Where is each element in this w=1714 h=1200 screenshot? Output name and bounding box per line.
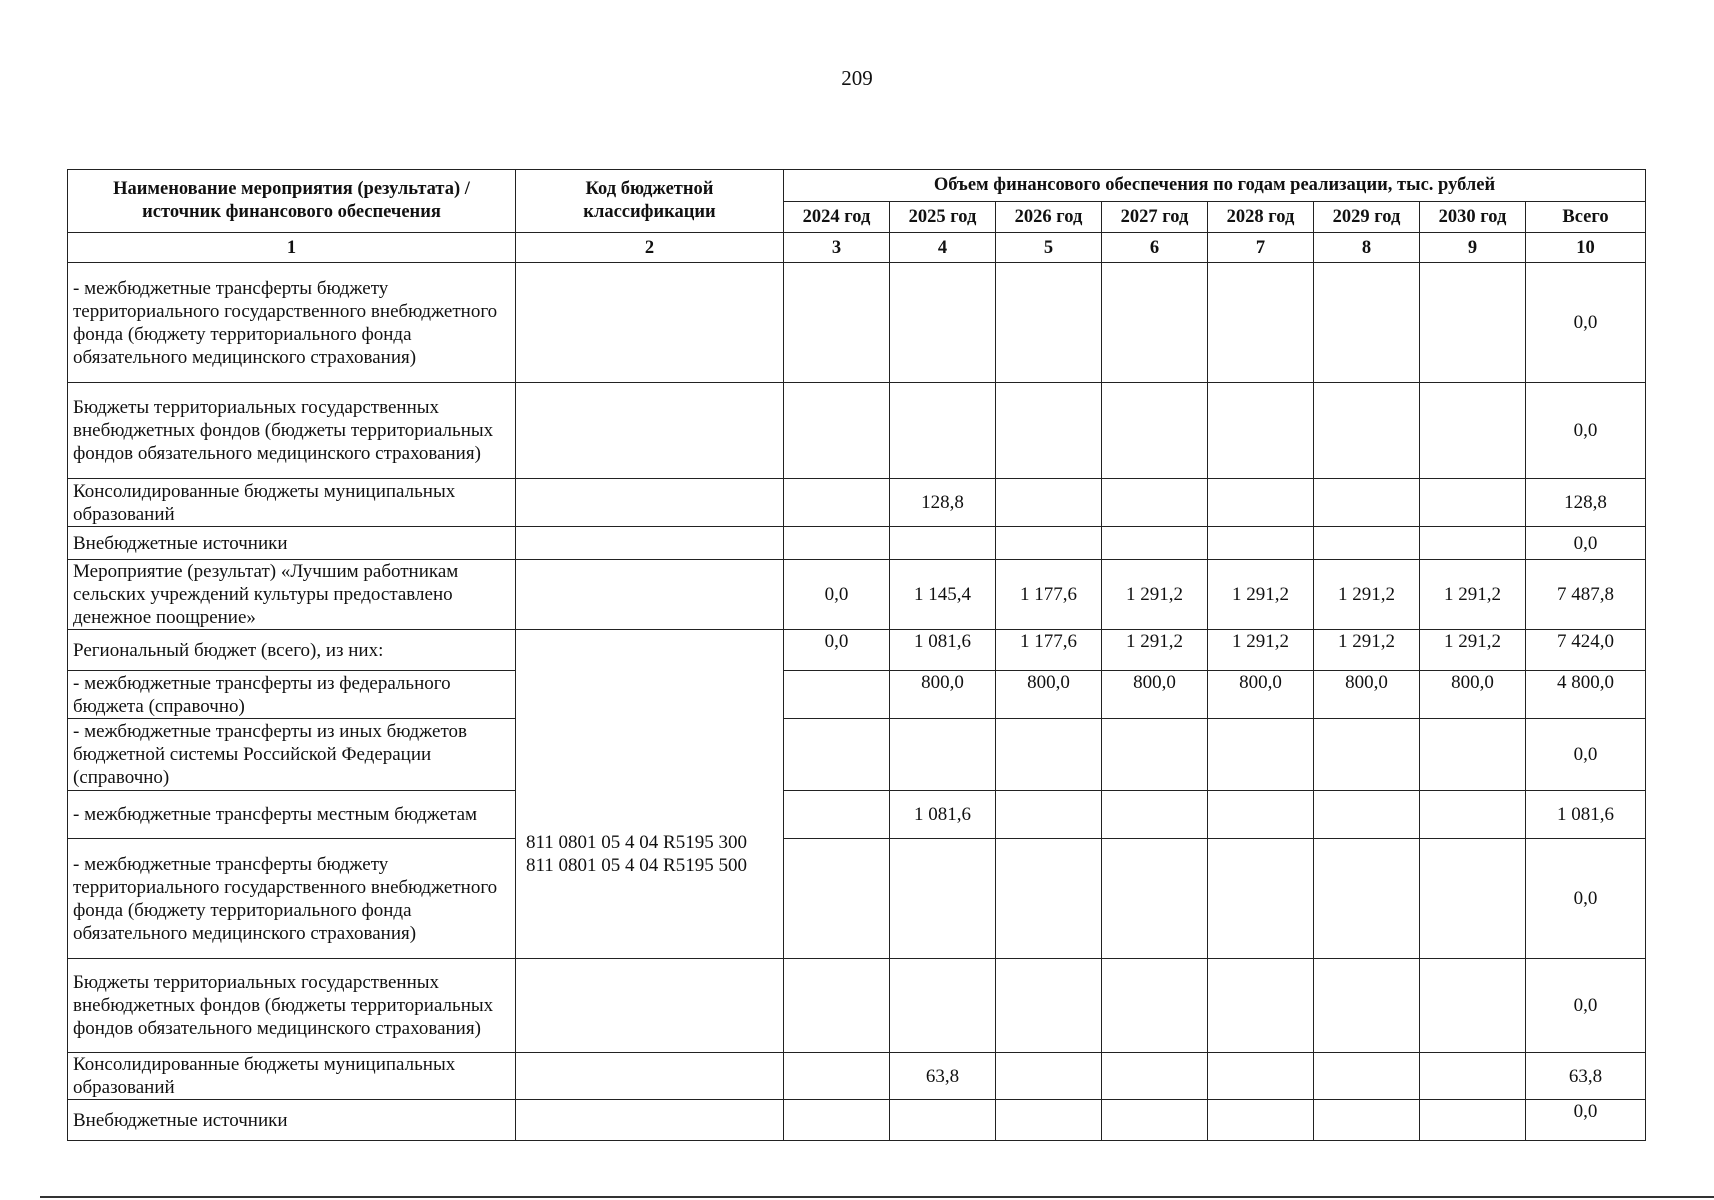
table-row bbox=[68, 959, 1646, 1053]
cell-total: 1 081,6 bbox=[1526, 791, 1646, 839]
row-name: Бюджеты территориальных государственных внебюджетных фондов (бюджеты территориальных фондов обязательного медицинского страхования) bbox=[68, 959, 516, 1053]
cell-value bbox=[1314, 479, 1420, 527]
cell-value: 1 291,2 bbox=[1420, 630, 1526, 671]
cell-value bbox=[1208, 1053, 1314, 1100]
table-row bbox=[68, 671, 1646, 719]
row-code bbox=[516, 1053, 784, 1100]
cell-value bbox=[996, 479, 1102, 527]
cell-total: 0,0 bbox=[1526, 527, 1646, 560]
row-name: Региональный бюджет (всего), из них: bbox=[68, 630, 516, 671]
column-index: 8 bbox=[1314, 233, 1420, 263]
column-index: 6 bbox=[1102, 233, 1208, 263]
cell-value bbox=[784, 1053, 890, 1100]
cell-value bbox=[1420, 959, 1526, 1053]
page-bottom-rule bbox=[40, 1196, 1714, 1198]
cell-value bbox=[1420, 719, 1526, 791]
header-year: 2028 год bbox=[1208, 202, 1314, 233]
cell-value: 800,0 bbox=[1420, 671, 1526, 719]
cell-value bbox=[1314, 839, 1420, 959]
cell-total: 0,0 bbox=[1526, 383, 1646, 479]
row-name: - межбюджетные трансферты бюджету территориального государственного внебюджетного фонда (бюджету территориального фонда обязательного медицинского страхования) bbox=[68, 839, 516, 959]
row-code bbox=[516, 1100, 784, 1141]
cell-value bbox=[1314, 791, 1420, 839]
budget-table bbox=[67, 169, 1646, 1141]
row-name: - межбюджетные трансферты из федерального бюджета (справочно) bbox=[68, 671, 516, 719]
header-year: 2026 год bbox=[996, 202, 1102, 233]
cell-value bbox=[996, 791, 1102, 839]
cell-value bbox=[784, 263, 890, 383]
cell-value bbox=[996, 959, 1102, 1053]
cell-value bbox=[1208, 527, 1314, 560]
cell-value: 1 291,2 bbox=[1102, 630, 1208, 671]
cell-value: 800,0 bbox=[1208, 671, 1314, 719]
cell-value bbox=[1208, 791, 1314, 839]
header-total: Всего bbox=[1526, 202, 1646, 233]
row-name: Бюджеты территориальных государственных внебюджетных фондов (бюджеты территориальных фондов обязательного медицинского страхования) bbox=[68, 383, 516, 479]
cell-value: 0,0 bbox=[784, 630, 890, 671]
cell-value bbox=[1102, 719, 1208, 791]
cell-value bbox=[1420, 791, 1526, 839]
cell-value: 1 291,2 bbox=[1314, 560, 1420, 630]
cell-value bbox=[890, 263, 996, 383]
cell-value bbox=[784, 383, 890, 479]
cell-value bbox=[1102, 1053, 1208, 1100]
cell-value bbox=[1314, 383, 1420, 479]
column-index: 10 bbox=[1526, 233, 1646, 263]
row-name: - межбюджетные трансферты местным бюджетам bbox=[68, 791, 516, 839]
cell-value bbox=[1314, 263, 1420, 383]
cell-value: 1 081,6 bbox=[890, 630, 996, 671]
cell-value bbox=[890, 959, 996, 1053]
cell-total: 63,8 bbox=[1526, 1053, 1646, 1100]
cell-value: 128,8 bbox=[890, 479, 996, 527]
cell-total: 7 424,0 bbox=[1526, 630, 1646, 671]
cell-value: 800,0 bbox=[996, 671, 1102, 719]
header-name: Наименование мероприятия (результата) / источник финансового обеспечения bbox=[68, 170, 516, 233]
table-row bbox=[68, 479, 1646, 527]
cell-value bbox=[890, 527, 996, 560]
cell-value bbox=[1102, 527, 1208, 560]
row-name: - межбюджетные трансферты из иных бюджетов бюджетной системы Российской Федерации (справочно) bbox=[68, 719, 516, 791]
cell-value bbox=[784, 671, 890, 719]
cell-value bbox=[1314, 1053, 1420, 1100]
cell-value bbox=[1314, 1100, 1420, 1141]
row-name: Консолидированные бюджеты муниципальных образований bbox=[68, 1053, 516, 1100]
page-number: 209 bbox=[841, 66, 873, 90]
row-code bbox=[516, 479, 784, 527]
cell-value bbox=[784, 527, 890, 560]
cell-value bbox=[1420, 839, 1526, 959]
cell-value bbox=[1420, 527, 1526, 560]
cell-value bbox=[1208, 263, 1314, 383]
cell-value bbox=[1420, 1100, 1526, 1141]
cell-value bbox=[890, 383, 996, 479]
cell-value bbox=[1208, 959, 1314, 1053]
cell-value: 1 291,2 bbox=[1102, 560, 1208, 630]
column-index: 3 bbox=[784, 233, 890, 263]
cell-value: 1 291,2 bbox=[1314, 630, 1420, 671]
cell-value bbox=[1208, 383, 1314, 479]
cell-value: 1 291,2 bbox=[1208, 630, 1314, 671]
table-row bbox=[68, 791, 1646, 839]
row-code bbox=[516, 263, 784, 383]
row-name: Внебюджетные источники bbox=[68, 1100, 516, 1141]
cell-value bbox=[784, 959, 890, 1053]
header-year: 2030 год bbox=[1420, 202, 1526, 233]
cell-value: 1 291,2 bbox=[1420, 560, 1526, 630]
cell-value bbox=[1314, 719, 1420, 791]
cell-total: 0,0 bbox=[1526, 263, 1646, 383]
row-code bbox=[516, 383, 784, 479]
code-line: 811 0801 05 4 04 R5195 300 bbox=[526, 832, 747, 853]
cell-value: 1 081,6 bbox=[890, 791, 996, 839]
cell-value bbox=[1420, 263, 1526, 383]
cell-value bbox=[784, 479, 890, 527]
table-row bbox=[68, 1053, 1646, 1100]
header-year: 2024 год bbox=[784, 202, 890, 233]
cell-value: 800,0 bbox=[890, 671, 996, 719]
column-index: 2 bbox=[516, 233, 784, 263]
row-name: Мероприятие (результат) «Лучшим работникам сельских учреждений культуры предоставлено денежное поощрение» bbox=[68, 560, 516, 630]
cell-value: 63,8 bbox=[890, 1053, 996, 1100]
table-row bbox=[68, 383, 1646, 479]
cell-total: 0,0 bbox=[1526, 839, 1646, 959]
cell-value bbox=[996, 719, 1102, 791]
cell-value: 1 145,4 bbox=[890, 560, 996, 630]
cell-total: 128,8 bbox=[1526, 479, 1646, 527]
cell-total: 0,0 bbox=[1526, 959, 1646, 1053]
cell-value bbox=[1208, 1100, 1314, 1141]
cell-value bbox=[996, 1100, 1102, 1141]
table-row bbox=[68, 527, 1646, 560]
cell-value bbox=[1314, 959, 1420, 1053]
cell-value bbox=[996, 527, 1102, 560]
row-name: Консолидированные бюджеты муниципальных образований bbox=[68, 479, 516, 527]
cell-value bbox=[996, 263, 1102, 383]
cell-total: 4 800,0 bbox=[1526, 671, 1646, 719]
cell-total: 0,0 bbox=[1526, 719, 1646, 791]
row-code bbox=[516, 959, 784, 1053]
cell-value: 800,0 bbox=[1102, 671, 1208, 719]
row-code bbox=[516, 560, 784, 630]
cell-value bbox=[1208, 479, 1314, 527]
cell-total: 0,0 bbox=[1526, 1100, 1646, 1141]
row-code bbox=[516, 527, 784, 560]
cell-value bbox=[784, 791, 890, 839]
cell-value bbox=[1420, 479, 1526, 527]
cell-value bbox=[784, 839, 890, 959]
table-row bbox=[68, 839, 1646, 959]
cell-value bbox=[1102, 839, 1208, 959]
cell-value bbox=[1102, 383, 1208, 479]
cell-total: 7 487,8 bbox=[1526, 560, 1646, 630]
header-year: 2027 год bbox=[1102, 202, 1208, 233]
cell-value bbox=[1102, 479, 1208, 527]
cell-value bbox=[1208, 839, 1314, 959]
cell-value bbox=[890, 839, 996, 959]
table-row bbox=[68, 630, 1646, 671]
table-row bbox=[68, 1100, 1646, 1141]
cell-value: 1 291,2 bbox=[1208, 560, 1314, 630]
row-name: Внебюджетные источники bbox=[68, 527, 516, 560]
cell-value: 0,0 bbox=[784, 560, 890, 630]
cell-value bbox=[1102, 959, 1208, 1053]
cell-value bbox=[996, 1053, 1102, 1100]
cell-value bbox=[1102, 263, 1208, 383]
cell-value bbox=[1102, 791, 1208, 839]
cell-value bbox=[784, 1100, 890, 1141]
cell-value bbox=[784, 719, 890, 791]
header-year: 2029 год bbox=[1314, 202, 1420, 233]
row-code-merged bbox=[516, 630, 784, 959]
cell-value bbox=[1314, 527, 1420, 560]
row-name: - межбюджетные трансферты бюджету территориального государственного внебюджетного фонда (бюджету территориального фонда обязательного медицинского страхования) bbox=[68, 263, 516, 383]
cell-value bbox=[890, 1100, 996, 1141]
table-row bbox=[68, 719, 1646, 791]
cell-value: 800,0 bbox=[1314, 671, 1420, 719]
cell-value: 1 177,6 bbox=[996, 560, 1102, 630]
column-index: 1 bbox=[68, 233, 516, 263]
column-index: 5 bbox=[996, 233, 1102, 263]
header-code: Код бюджетной классификации bbox=[516, 170, 784, 233]
table-row bbox=[68, 560, 1646, 630]
column-index: 4 bbox=[890, 233, 996, 263]
header-year: 2025 год bbox=[890, 202, 996, 233]
cell-value bbox=[890, 719, 996, 791]
column-index: 9 bbox=[1420, 233, 1526, 263]
cell-value: 1 177,6 bbox=[996, 630, 1102, 671]
cell-value bbox=[1420, 1053, 1526, 1100]
cell-value bbox=[1102, 1100, 1208, 1141]
cell-value bbox=[996, 383, 1102, 479]
code-line: 811 0801 05 4 04 R5195 500 bbox=[526, 855, 747, 876]
table-row bbox=[68, 263, 1646, 383]
column-index: 7 bbox=[1208, 233, 1314, 263]
header-volume: Объем финансового обеспечения по годам реализации, тыс. рублей bbox=[784, 170, 1646, 202]
cell-value bbox=[996, 839, 1102, 959]
cell-value bbox=[1208, 719, 1314, 791]
cell-value bbox=[1420, 383, 1526, 479]
